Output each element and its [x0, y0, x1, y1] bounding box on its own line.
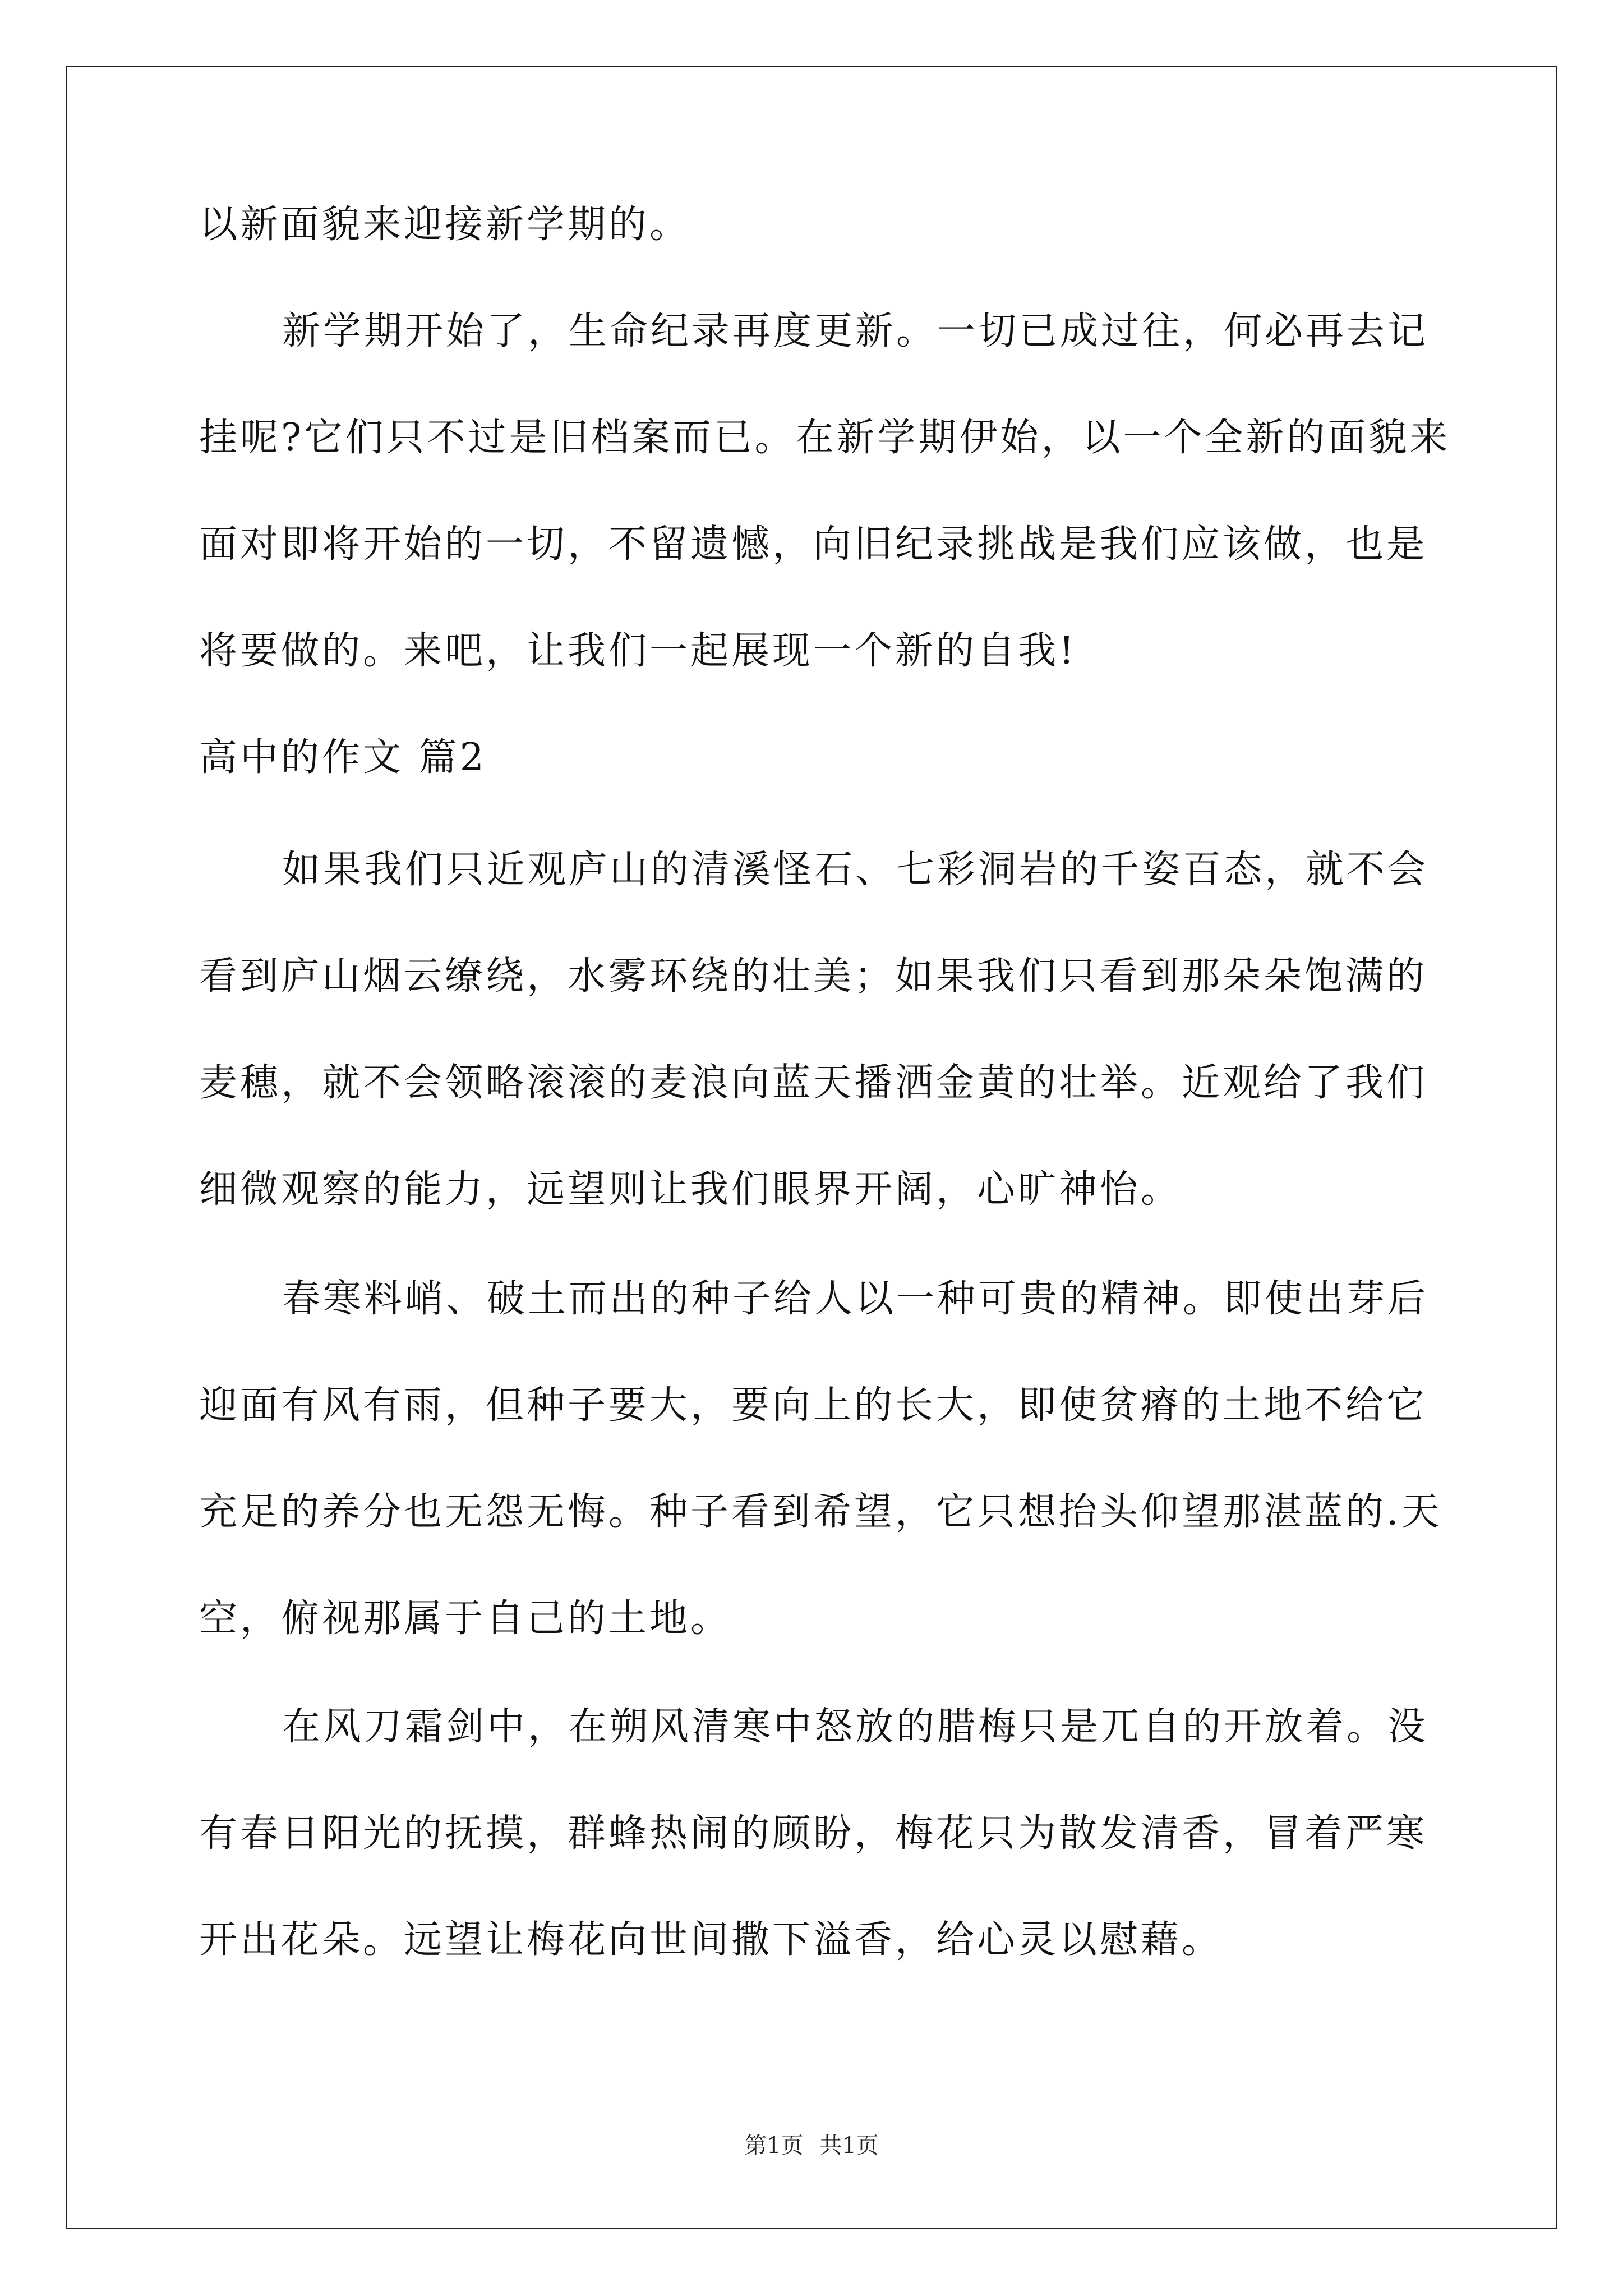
text-line: 麦穗，就不会领略滚滚的麦浪向蓝天播洒金黄的壮举。近观给了我们 — [199, 1061, 1428, 1105]
text-line: 春寒料峭、破土而出的种子给人以一种可贵的精神。即使出芽后 — [282, 1277, 1429, 1321]
text-line: 看到庐山烟云缭绕，水雾环绕的壮美；如果我们只看到那朵朵饱满的 — [199, 954, 1428, 999]
text-line: 新学期开始了，生命纪录再度更新。一切已成过往，何必再去记 — [282, 309, 1429, 353]
text-line: 挂呢?它们只不过是旧档案而已。在新学期伊始，以一个全新的面貌来 — [199, 416, 1451, 460]
text-line: 将要做的。来吧，让我们一起展现一个新的自我! — [199, 629, 1077, 673]
page-total: 共1页 — [819, 2133, 879, 2159]
text-line: 开出花朵。远望让梅花向世间撒下溢香，给心灵以慰藉。 — [199, 1918, 1223, 1962]
text-line: 在风刀霜剑中，在朔风清寒中怒放的腊梅只是兀自的开放着。没 — [282, 1705, 1429, 1749]
text-line: 充足的养分也无怨无悔。种子看到希望，它只想抬头仰望那湛蓝的.天 — [199, 1490, 1442, 1534]
page-border — [66, 66, 1557, 2229]
section-heading: 高中的作文 篇2 — [199, 735, 487, 780]
text-line: 面对即将开始的一切，不留遗憾，向旧纪录挑战是我们应该做，也是 — [199, 522, 1428, 567]
text-line: 空，俯视那属于自己的土地。 — [199, 1596, 732, 1641]
text-line: 迎面有风有雨，但种子要大，要向上的长大，即使贫瘠的土地不给它 — [199, 1383, 1428, 1428]
text-line: 如果我们只近观庐山的清溪怪石、七彩洞岩的千姿百态，就不会 — [282, 848, 1429, 892]
page-footer — [0, 2132, 1623, 2160]
text-line: 以新面貌来迎接新学期的。 — [199, 203, 691, 247]
text-line: 细微观察的能力，远望则让我们眼界开阔，心旷神怡。 — [199, 1167, 1182, 1212]
page-number: 第1页 — [744, 2133, 804, 2159]
text-line: 有春日阳光的抚摸，群蜂热闹的顾盼，梅花只为散发清香，冒着严寒 — [199, 1811, 1428, 1856]
